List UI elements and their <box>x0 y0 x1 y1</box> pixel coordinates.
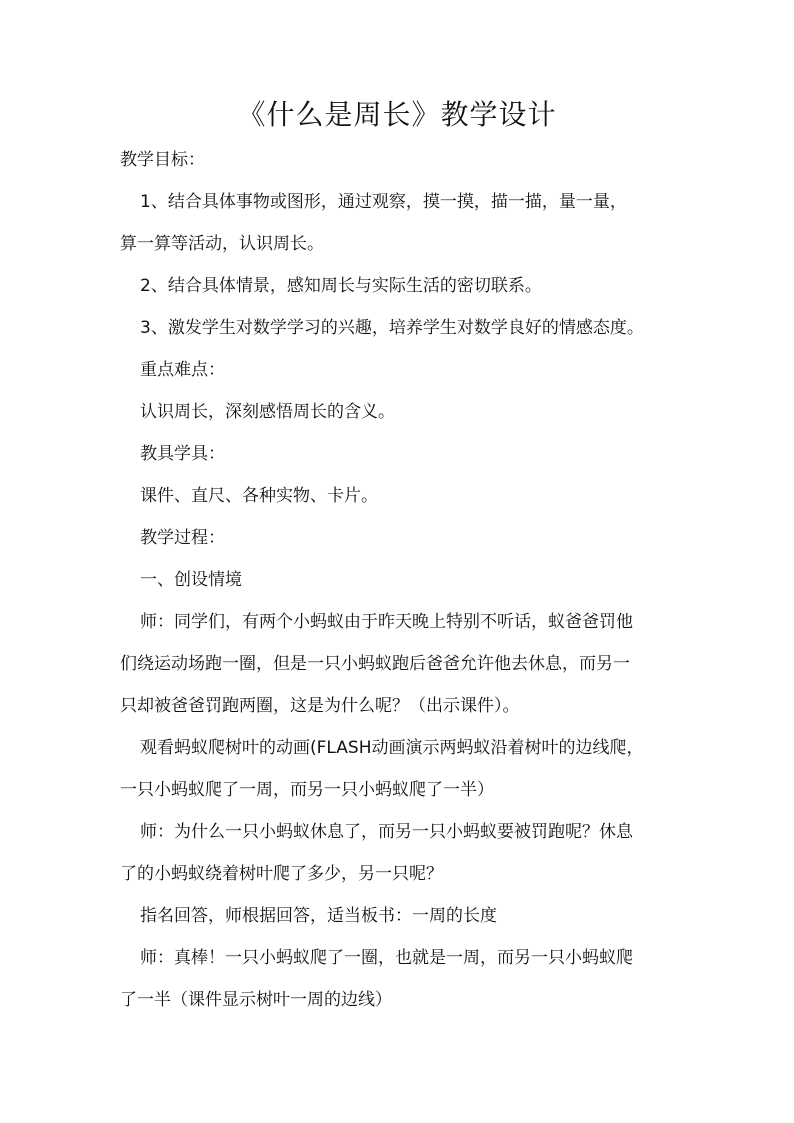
paragraph-line: 师：真棒！一只小蚂蚁爬了一圈，也就是一周，而另一只小蚂蚁爬 <box>140 948 633 968</box>
paragraph-line: 师：同学们，有两个小蚂蚁由于昨天晚上特别不听话，蚁爸爸罚他 <box>140 612 633 632</box>
key-points-text: 认识周长，深刻感悟周长的含义。 <box>140 402 395 422</box>
paragraph-line: 了一半（课件显示树叶一周的边线） <box>120 990 392 1010</box>
heading-objectives: 教学目标： <box>120 150 205 170</box>
objective-2: 2、结合具体情景，感知周长与实际生活的密切联系。 <box>140 276 542 296</box>
heading-teaching-aids: 教具学具： <box>140 444 225 464</box>
objective-1-line-1: 1、结合具体事物或图形，通过观察，摸一摸，描一描，量一量， <box>140 192 627 212</box>
objective-1-line-2: 算一算等活动，认识周长。 <box>120 234 324 254</box>
paragraph-line: 师：为什么一只小蚂蚁休息了，而另一只小蚂蚁要被罚跑呢？休息 <box>140 822 633 842</box>
heading-process: 教学过程： <box>140 528 225 548</box>
paragraph-line: 只却被爸爸罚跑两圈，这是为什么呢？（出示课件）。 <box>120 696 520 716</box>
objective-3: 3、激发学生对数学学习的兴趣，培养学生对数学良好的情感态度。 <box>140 318 644 338</box>
paragraph-line: 了的小蚂蚁绕着树叶爬了多少，另一只呢？ <box>120 864 443 884</box>
paragraph-line: 观看蚂蚁爬树叶的动画(FLASH动画演示两蚂蚁沿着树叶的边线爬， <box>140 738 644 758</box>
paragraph-line: 指名回答，师根据回答，适当板书：一周的长度 <box>140 906 497 926</box>
heading-key-points: 重点难点： <box>140 360 225 380</box>
teaching-aids-text: 课件、直尺、各种实物、卡片。 <box>140 486 378 506</box>
section-1-heading: 一、创设情境 <box>140 570 242 590</box>
paragraph-line: 一只小蚂蚁爬了一周，而另一只小蚂蚁爬了一半） <box>120 780 494 800</box>
document-title: 《什么是周长》教学设计 <box>237 98 557 131</box>
paragraph-line: 们绕运动场跑一圈，但是一只小蚂蚁跑后爸爸允许他去休息，而另一 <box>120 654 630 674</box>
